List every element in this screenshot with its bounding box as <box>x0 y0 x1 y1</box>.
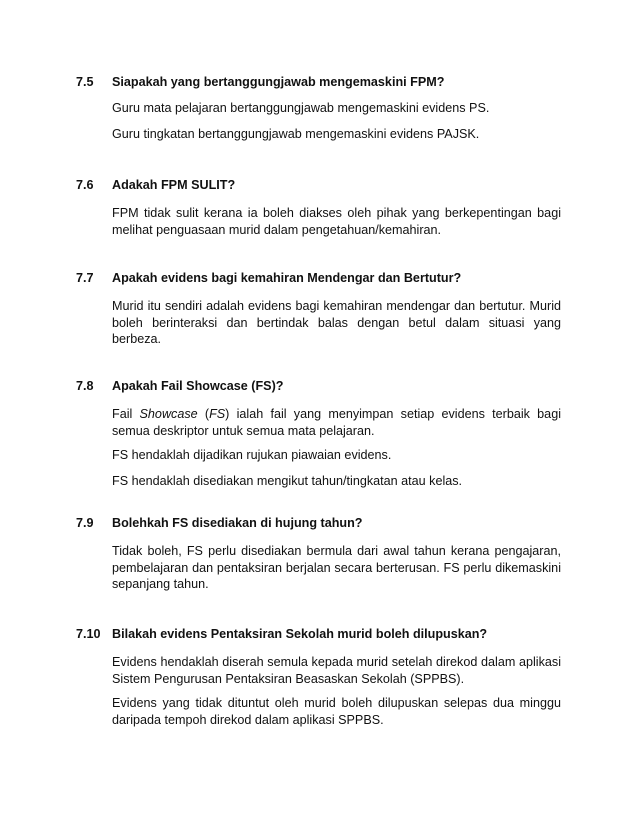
section-question: Adakah FPM SULIT? <box>112 178 236 192</box>
section-7-7 <box>0 268 638 346</box>
question-row <box>0 624 638 644</box>
section-number: 7.10 <box>76 627 101 641</box>
section-7-8 <box>0 376 638 488</box>
question-row <box>0 513 638 533</box>
text-run: ) ialah fail yang menyimpan setiap evidens terbaik bagi semua deskriptor untuk semua mata pelajaran. <box>112 407 561 438</box>
answer-paragraph <box>112 406 561 439</box>
question-row <box>0 72 638 92</box>
answer-paragraph: Murid itu sendiri adalah evidens bagi kemahiran mendengar dan bertutur. Murid boleh berinteraksi dan bertindak balas dengan betul dalam situasi yang berbeza. <box>112 299 561 346</box>
answer-paragraph: FS hendaklah dijadikan rujukan piawaian evidens. <box>112 448 392 462</box>
section-7-5 <box>0 72 638 141</box>
answer-paragraph: Tidak boleh, FS perlu disediakan bermula dari awal tahun kerana pengajaran, pembelajaran dan pentaksiran berjalan secara berterusan. FS perlu dikemaskini sepanjang tahun. <box>112 544 561 591</box>
section-question: Bolehkah FS disediakan di hujung tahun? <box>112 516 363 530</box>
section-7-6 <box>0 175 638 237</box>
text-run: ( <box>197 407 210 421</box>
question-row <box>0 376 638 396</box>
answer-paragraph: FPM tidak sulit kerana ia boleh diakses oleh pihak yang berkepentingan bagi melihat penguasaan murid dalam pengetahuan/kemahiran. <box>112 206 561 237</box>
section-question: Bilakah evidens Pentaksiran Sekolah murid boleh dilupuskan? <box>112 627 488 641</box>
section-question: Apakah evidens bagi kemahiran Mendengar dan Bertutur? <box>112 271 462 285</box>
answer-paragraph: Guru tingkatan bertanggungjawab mengemaskini evidens PAJSK. <box>112 127 480 141</box>
question-row <box>0 268 638 288</box>
section-7-10 <box>0 624 638 727</box>
section-question: Apakah Fail Showcase (FS)? <box>112 379 284 393</box>
section-number: 7.8 <box>76 379 94 393</box>
section-number: 7.7 <box>76 271 94 285</box>
answer-paragraph: Evidens yang tidak dituntut oleh murid boleh dilupuskan selepas dua minggu daripada tempoh direkod dalam aplikasi SPPBS. <box>112 696 561 727</box>
text-run: Fail <box>112 407 140 421</box>
question-row <box>0 175 638 195</box>
section-number: 7.5 <box>76 75 94 89</box>
section-question: Siapakah yang bertanggungjawab mengemaskini FPM? <box>112 75 445 89</box>
answer-paragraph: FS hendaklah disediakan mengikut tahun/tingkatan atau kelas. <box>112 474 463 488</box>
section-7-9 <box>0 513 638 591</box>
section-number: 7.9 <box>76 516 94 530</box>
answer-paragraph: Guru mata pelajaran bertanggungjawab mengemaskini evidens PS. <box>112 101 490 115</box>
text-run-italic: FS <box>209 407 226 421</box>
answer-paragraph: Evidens hendaklah diserah semula kepada murid setelah direkod dalam aplikasi Sistem Pengurusan Pentaksiran Beasaskan Sekolah (SPPBS). <box>112 655 561 686</box>
text-run-italic: Showcase <box>139 407 198 421</box>
section-number: 7.6 <box>76 178 94 192</box>
